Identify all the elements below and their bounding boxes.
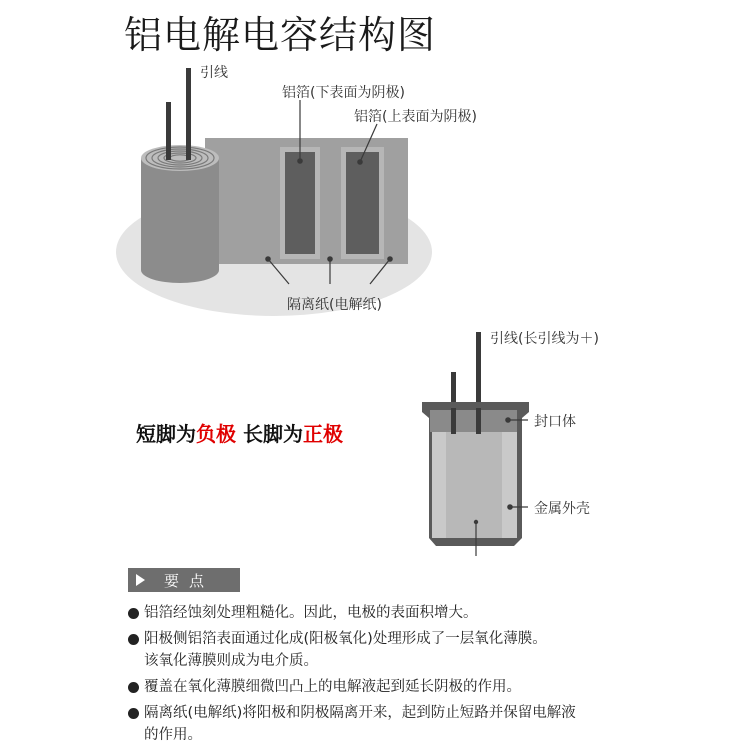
bullet-icon (128, 682, 139, 693)
points-heading-text: 要点 (164, 572, 215, 590)
point-item (128, 676, 728, 698)
points-heading (128, 568, 240, 592)
short-lead-inner (451, 408, 456, 434)
point-item (128, 702, 728, 746)
foil-upper-panel (346, 152, 379, 254)
point-line: 隔离纸(电解纸)将阳极和阴极隔离开来，起到防止短路并保留电解液 (144, 705, 576, 721)
polarity-positive: 正极 (302, 422, 343, 446)
bullet-icon (128, 634, 139, 645)
label-foil-lower: 铝箔(下表面为阴极) (282, 85, 405, 101)
point-line: 的作用。 (144, 727, 202, 743)
label-foil-upper: 铝箔(上表面为阴极) (354, 109, 477, 125)
polarity-note (136, 418, 343, 447)
point-item (128, 602, 728, 624)
long-lead (476, 332, 481, 412)
lead-right (186, 68, 191, 160)
label-lead-long: 引线(长引线为＋) (490, 331, 599, 347)
polarity-short: 短脚为 (136, 422, 196, 446)
page-title: 铝电解电容结构图 (124, 13, 437, 57)
point-line: 该氧化薄膜则成为电介质。 (144, 653, 318, 669)
polarity-long: 长脚为 (242, 422, 303, 446)
roll-cylinder (141, 158, 219, 283)
bullet-icon (128, 708, 139, 719)
lead-left (166, 102, 171, 160)
bullet-icon (128, 608, 139, 619)
point-line: 覆盖在氧化薄膜细微凹凸上的电解液起到延长阴极的作用。 (144, 679, 521, 695)
seal-plug (430, 410, 517, 432)
point-line: 铝箔经蚀刻处理粗糙化。因此，电极的表面积增大。 (144, 605, 478, 621)
bottom-dot (474, 520, 478, 524)
label-shell: 金属外壳 (534, 501, 590, 517)
label-seal: 封口体 (534, 414, 576, 430)
label-lead: 引线 (200, 65, 228, 81)
point-item (128, 628, 728, 672)
triangle-icon (136, 574, 145, 586)
label-separator: 隔离纸(电解纸) (287, 297, 382, 313)
point-line: 阳极侧铝箔表面通过化成(阳极氧化)处理形成了一层氧化薄膜。 (144, 631, 547, 647)
polarity-negative: 负极 (196, 422, 236, 446)
foil-lower-panel (285, 152, 315, 254)
long-lead-inner (476, 408, 481, 434)
points-list (128, 602, 728, 750)
